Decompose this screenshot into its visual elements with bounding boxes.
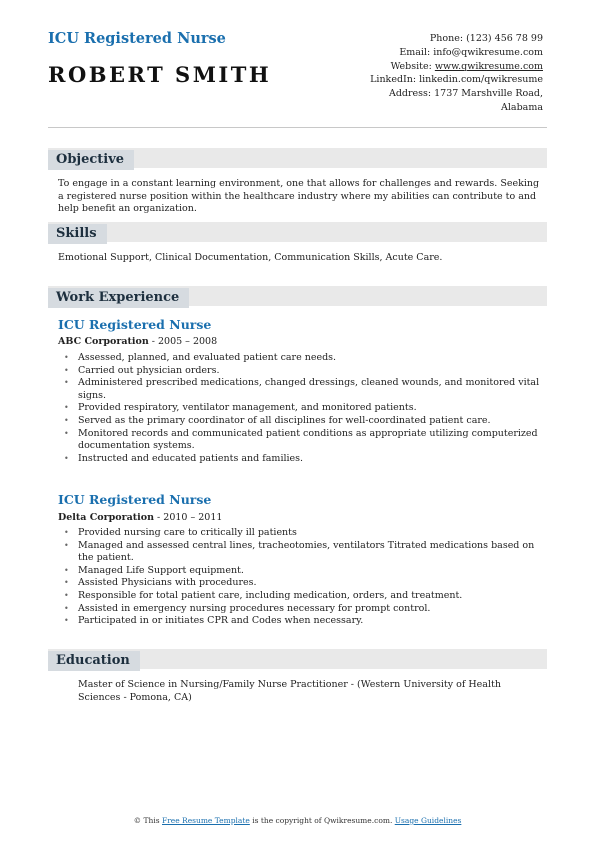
list-item: • Carried out physician orders. — [58, 365, 549, 378]
job-2-dates: - 2010 – 2011 — [154, 512, 223, 523]
list-item: • Provided nursing care to critically ill patients — [58, 527, 549, 540]
job-1-company: ABC Corporation — [58, 336, 149, 347]
list-item: • Administered prescribed medications, changed dressings, cleaned wounds, and monitored vital signs. — [58, 377, 549, 402]
address-line-1: Address: 1737 Marshville Road, — [388, 88, 543, 100]
list-item: • Participated in or initiates CPR and Codes when necessary. — [58, 615, 549, 628]
job-1-bullets — [58, 352, 549, 465]
experience-section-bar — [48, 286, 547, 306]
email: Email: info@qwikresume.com — [399, 46, 543, 58]
list-item: • Served as the primary coordinator of all disciplines for well-coordinated patient care. — [58, 415, 549, 428]
skills-text: Emotional Support, Clinical Documentation, Communication Skills, Acute Care. — [58, 252, 443, 263]
footer-middle: is the copyright of Qwikresume.com. — [249, 816, 395, 825]
list-item: • Responsible for total patient care, including medication, orders, and treatment. — [58, 590, 549, 603]
free-resume-template-link[interactable]: Free Resume Template — [162, 816, 250, 825]
job-2-company-line — [58, 512, 222, 523]
footer-prefix: © This — [133, 816, 162, 825]
candidate-name: ROBERT SMITH — [48, 62, 272, 87]
education-section-bar — [48, 649, 547, 669]
website-line — [283, 60, 543, 74]
list-item: • Provided respiratory, ventilator management, and monitored patients. — [58, 402, 549, 415]
job-1-company-line — [58, 336, 217, 347]
header-divider — [48, 127, 547, 128]
job-2-bullets — [58, 527, 549, 628]
list-item: • Assisted in emergency nursing procedures necessary for prompt control. — [58, 603, 549, 616]
linkedin: LinkedIn: linkedin.com/qwikresume — [370, 74, 543, 86]
experience-heading: Work Experience — [48, 288, 189, 308]
job-2-title: ICU Registered Nurse — [58, 492, 212, 507]
education-heading: Education — [48, 651, 140, 671]
footer — [0, 816, 595, 825]
education-text: Master of Science in Nursing/Family Nurse Practitioner - (Western University of Health Sciences - Pomona, CA) — [78, 679, 501, 703]
usage-guidelines-link[interactable]: Usage Guidelines — [394, 816, 462, 825]
address-line-2: Alabama — [501, 101, 543, 113]
contact-info — [283, 32, 543, 115]
list-item: • Managed Life Support equipment. — [58, 565, 549, 578]
job-1-dates: - 2005 – 2008 — [148, 336, 218, 347]
job-1-title: ICU Registered Nurse — [58, 317, 212, 332]
website-label: Website: — [390, 60, 435, 72]
list-item: • Assessed, planned, and evaluated patient care needs. — [58, 352, 549, 365]
list-item: • Managed and assessed central lines, tracheotomies, ventilators Titrated medications based on the patient. — [58, 540, 549, 565]
list-item: • Assisted Physicians with procedures. — [58, 577, 549, 590]
job-title: ICU Registered Nurse — [48, 30, 226, 47]
objective-heading: Objective — [48, 150, 134, 170]
skills-heading: Skills — [48, 224, 107, 244]
objective-section-bar — [48, 148, 547, 168]
job-2-company: Delta Corporation — [58, 512, 155, 523]
list-item: • Monitored records and communicated patient conditions as appropriate utilizing computerized documentation systems. — [58, 428, 549, 453]
phone: Phone: (123) 456 78 99 — [429, 33, 543, 44]
website-link[interactable]: www.qwikresume.com — [434, 60, 543, 72]
list-item: • Instructed and educated patients and families. — [58, 453, 549, 466]
objective-text: To engage in a constant learning environment, one that allows for challenges and rewards. Seeking a registered nurse position within the healthcare industry where my abilities can contribute to and help benefit an organization. — [58, 178, 540, 214]
skills-section-bar — [48, 222, 547, 242]
